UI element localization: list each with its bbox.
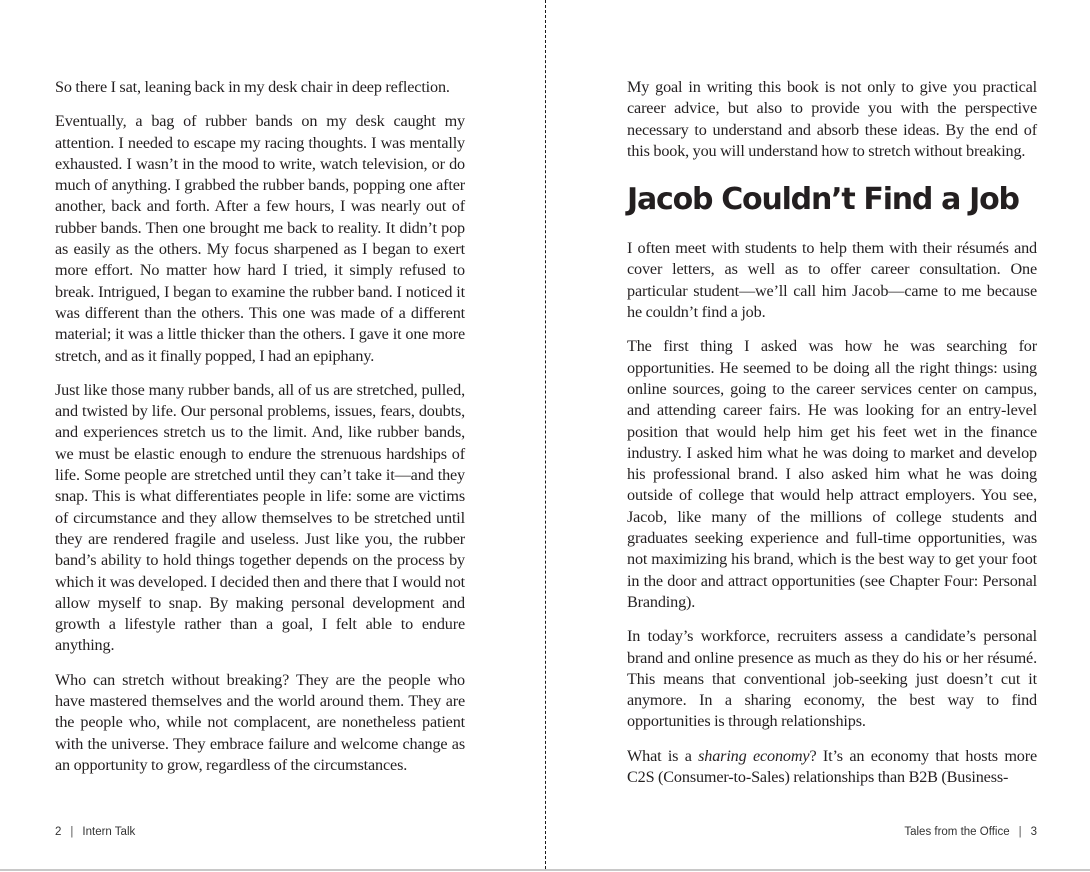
paragraph: Eventually, a bag of rubber bands on my desk caught my attention. I needed to escape my racing thoughts. I was mentally exhausted. I wasn’t in the mood to write, watch television, or do much of anything. I grabbed the rubber bands, popping one after another, back and forth. After a few hours, I was nearly out of rubber bands. Then one brought me back to reality. It didn’t pop as easily as the others. My focus sharpened as I began to exert more effort. No matter how hard I tried, it simply refused to break. Intrigued, I began to examine the rubber band. I noticed it was different than the others. This one was made of a different material; it was a little thicker than the others. I gave it one more stretch, and as it finally popped, I had an epiphany. bbox=[55, 112, 465, 365]
section-heading: Jacob Couldn’t Find a Job bbox=[627, 182, 1019, 218]
right-footer bbox=[904, 826, 1037, 838]
text-run: What is a bbox=[627, 746, 699, 765]
page-number: 3 bbox=[1030, 826, 1037, 838]
left-page bbox=[0, 0, 545, 869]
running-head: Intern Talk bbox=[82, 826, 136, 838]
text-run: ? It’s an economy that hosts more C2S (Consumer-to-Sales) relationships than B2B (Business- bbox=[627, 746, 1037, 787]
running-head: Tales from the Office bbox=[904, 826, 1010, 838]
folio-separator: | bbox=[70, 826, 74, 838]
paragraph: I often meet with students to help them with their résumés and cover letters, as well as to offer career consultation. One particular student—we’ll call him Jacob—came to me because he couldn’t find a job. bbox=[627, 239, 1037, 322]
paragraph: Just like those many rubber bands, all of us are stretched, pulled, and twisted by life. Our personal problems, issues, fears, doubts, and experiences stretch us to the limit. And, like rubber bands, we must be elastic enough to endure the strenuous hardships of life. Some people are stretched until they can’t take it—and they snap. This is what differentiates people in life: some are victims of circumstance and they allow themselves to be stretched until they are rendered fragile and useless. Just like you, the rubber band’s ability to hold things together depends on the process by which it was developed. I decided then and there that I would not allow myself to snap. By making personal development and growth a lifestyle rather than a goal, I felt able to endure anything. bbox=[55, 380, 465, 655]
paragraph: The first thing I asked was how he was searching for opportunities. He seemed to be doing all the right things: using online sources, going to the career services center on campus, and attending career fairs. He was looking for an entry-level position that would help him get his feet wet in the finance industry. I asked him what he was doing to market and develop his professional brand. I also asked him what he was doing outside of college that would help attract employers. You see, Jacob, like many of the millions of college students and graduates seeking experience and full-time opportunities, was not maximizing his brand, which is the best way to get your foot in the door and attract opportunities (see Chapter Four: Personal Branding). bbox=[627, 337, 1037, 611]
left-page-body bbox=[55, 77, 465, 789]
bottom-border bbox=[0, 869, 1090, 871]
emphasis-term: sharing economy bbox=[698, 746, 810, 765]
paragraph: Who can stretch without breaking? They are the people who have mastered themselves and the world around them. They are the people who, while not complacent, are nonetheless patient with the universe. They embrace failure and welcome change as an opportunity to grow, regardless of the circumstances. bbox=[55, 670, 465, 774]
folio-separator: | bbox=[1018, 826, 1022, 838]
right-page-body bbox=[627, 77, 1037, 801]
right-page bbox=[546, 0, 1090, 869]
page-number: 2 bbox=[55, 826, 62, 838]
left-footer bbox=[55, 826, 135, 838]
paragraph: My goal in writing this book is not only to give you practical career advice, but also to provide you with the perspective necessary to understand and absorb these ideas. By the end of this book, you will understand how to stretch without breaking. bbox=[627, 78, 1037, 160]
paragraph bbox=[627, 746, 1037, 789]
paragraph: So there I sat, leaning back in my desk chair in deep reflection. bbox=[55, 78, 450, 96]
paragraph: In today’s workforce, recruiters assess a candidate’s personal brand and online presence as much as they do his or her résumé. This means that conventional job-seeking just doesn’t cut it anymore. In a sharing economy, the best way to find opportunities is through relationships. bbox=[627, 627, 1037, 731]
